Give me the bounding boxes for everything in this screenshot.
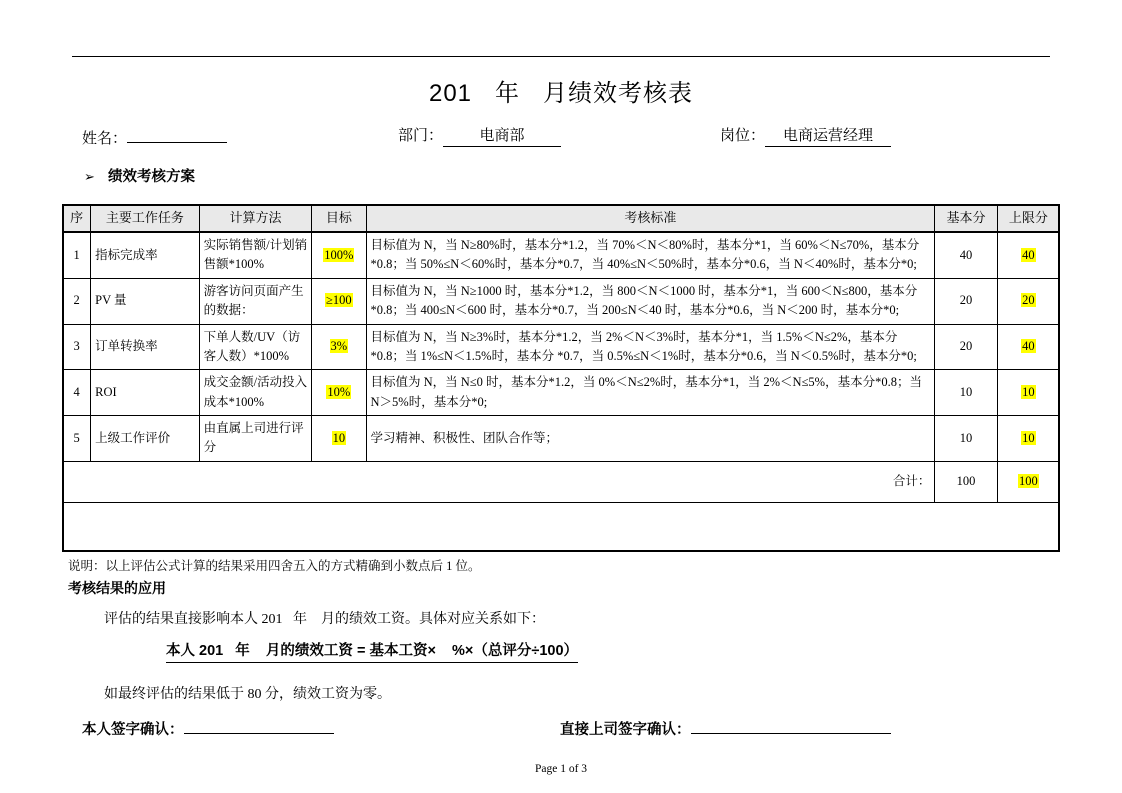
field-name [82,124,227,148]
cell-base: 20 [935,278,997,324]
signature-supervisor-line[interactable] [691,718,891,734]
cell-calc: 下单人数/UV（访客人数）*100% [199,324,312,370]
cell-goal [312,232,366,278]
cell-base: 20 [935,324,997,370]
cap-highlight: 10 [1022,384,1035,399]
cell-base: 10 [935,416,997,462]
cap-highlight: 40 [1022,339,1035,354]
table-row [63,416,1060,462]
cell-cap [997,324,1059,370]
cell-task: PV 量 [91,278,200,324]
page-footer: Page 1 of 3 [534,763,588,775]
table-row [63,278,1060,324]
signature-supervisor-label: 直接上司签字确认： [560,722,691,738]
cell-calc: 成交金额/活动投入成本*100% [199,370,312,416]
header-rule [72,56,1050,57]
goal-highlight: ≥100 [326,293,352,308]
signature-self [82,718,334,739]
field-name-value[interactable] [127,124,227,143]
apply-heading: 考核结果的应用 [68,580,166,596]
cell-task: 指标完成率 [91,232,200,278]
goal-highlight: 10% [327,384,351,399]
cell-goal [312,416,366,462]
explanation-note: 说明：以上评估公式计算的结果采用四舍五入的方式精确到小数点后 1 位。 [68,559,481,573]
goal-highlight: 3% [330,339,348,354]
section-heading-label: 绩效考核方案 [108,169,195,185]
cell-cap [997,416,1059,462]
cell-calc: 由直属上司进行评分 [199,416,312,462]
cell-criteria: 目标值为 N，当 N≥80%时，基本分*1.2，当 70%＜N＜80%时，基本分*1，当 60%＜N≤70%，基本分*0.8；当 50%≤N＜60%时，基本分*0.7，当 40%≤N＜50%时，基本分*0.6，当 N＜40%时，基本分*0; [366,232,935,278]
col-header-cap: 上限分 [997,205,1059,233]
col-header-seq: 序 [63,205,91,233]
identity-row [82,124,1042,146]
section-heading [84,165,195,186]
field-name-label: 姓名： [82,131,128,147]
cell-seq: 4 [63,370,91,416]
field-department [398,124,561,147]
field-department-label: 部门： [398,128,444,144]
cell-seq: 1 [63,232,91,278]
table-row [63,232,1060,278]
signature-self-line[interactable] [184,718,334,734]
total-cap-highlight: 100 [1018,474,1038,489]
col-header-calc: 计算方法 [199,205,312,233]
col-header-criteria: 考核标准 [366,205,935,233]
signature-self-label: 本人签字确认： [82,722,184,738]
apply-body-text: 评估的结果直接影响本人 201 年 月的绩效工资。具体对应关系如下： [104,612,545,627]
table-row [63,324,1060,370]
total-label: 合计： [63,461,935,502]
table-header-row [63,205,1060,233]
cell-task: 订单转换率 [91,324,200,370]
field-department-value[interactable]: 电商部 [443,124,561,147]
goal-highlight: 10 [332,430,346,445]
cell-task: ROI [91,370,200,416]
field-position [720,124,891,147]
cell-cap [997,370,1059,416]
table-row [63,370,1060,416]
total-base: 100 [935,461,997,502]
kpi-table [62,204,1060,503]
page-title: 201 年 月绩效考核表 [428,80,694,107]
cell-seq: 3 [63,324,91,370]
cell-cap [997,232,1059,278]
cell-base: 10 [935,370,997,416]
cell-criteria: 目标值为 N，当 N≥3%时，基本分*1.2，当 2%＜N＜3%时，基本分*1，当 1.5%＜N≤2%，基本分*0.8；当 1%≤N＜1.5%时，基本分 *0.7，当 0.5%≤N＜1%时，基本分*0.6，当 N＜0.5%时，基本分*0; [366,324,935,370]
table-total-row [63,461,1060,502]
goal-highlight: 100% [324,247,354,262]
cell-task: 上级工作评价 [91,416,200,462]
field-position-label: 岗位： [720,128,766,144]
total-cap [997,461,1059,502]
apply-tail-text: 如最终评估的结果低于 80 分，绩效工资为零。 [104,687,391,702]
signature-supervisor [560,718,891,739]
cell-goal [312,278,366,324]
salary-formula: 本人 201 年 月的绩效工资 = 基本工资× %×（总评分÷100） [166,639,578,663]
cell-criteria: 目标值为 N，当 N≤0 时，基本分*1.2，当 0%＜N≤2%时，基本分*1，当 2%＜N≤5%，基本分*0.8；当 N＞5%时，基本分*0; [366,370,935,416]
col-header-base: 基本分 [935,205,997,233]
col-header-task: 主要工作任务 [91,205,200,233]
col-header-goal: 目标 [312,205,366,233]
cell-criteria: 目标值为 N，当 N≥1000 时，基本分*1.2，当 800＜N＜1000 时，基本分*1，当 600＜N≤800，基本分*0.8；当 400≤N＜600 时，基本分*0.7，当 200≤N＜40 时，基本分*0.6，当 N＜200 时，基本分*0; [366,278,935,324]
cell-seq: 2 [63,278,91,324]
cell-goal [312,324,366,370]
cell-calc: 实际销售额/计划销售额*100% [199,232,312,278]
bullet-arrow-icon: ➢ [84,169,95,184]
cap-highlight: 40 [1022,247,1035,262]
cell-calc: 游客访问页面产生的数据： [199,278,312,324]
cell-cap [997,278,1059,324]
cap-highlight: 10 [1022,430,1035,445]
cell-criteria: 学习精神、积极性、团队合作等； [366,416,935,462]
cap-highlight: 20 [1022,293,1035,308]
cell-base: 40 [935,232,997,278]
cell-seq: 5 [63,416,91,462]
cell-goal [312,370,366,416]
field-position-value[interactable]: 电商运营经理 [765,124,891,147]
